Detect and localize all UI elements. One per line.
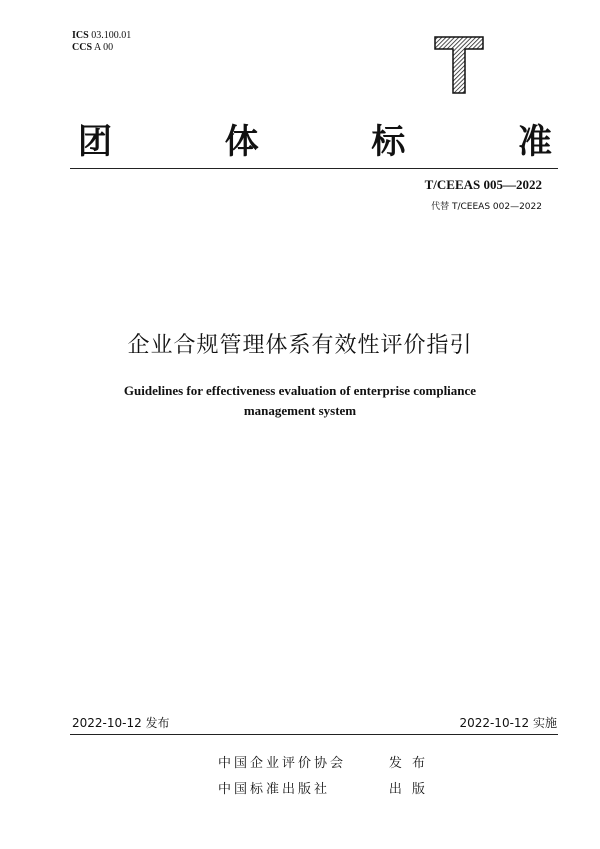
group-standard-heading — [75, 116, 555, 160]
title-english — [60, 381, 540, 421]
publisher-role: 出 版 — [388, 782, 428, 797]
heading-char-1: 团 — [78, 121, 112, 162]
publisher-role: 发 布 — [388, 756, 428, 771]
ccs-label: CCS — [72, 42, 93, 53]
ics-code — [72, 30, 131, 42]
heading-char-2: 体 — [224, 121, 259, 162]
ics-label: ICS — [72, 30, 89, 41]
title-english-line-1: Guidelines for effectiveness evaluation of enterprise compliance — [123, 383, 477, 398]
footer-divider — [70, 734, 558, 735]
t-standard-logo-icon — [434, 36, 484, 94]
heading-char-4: 准 — [517, 121, 552, 162]
ics-value: 03.100.01 — [91, 30, 132, 41]
title-chinese: 企业合规管理体系有效性评价指引 — [127, 333, 473, 358]
classification-codes — [72, 30, 131, 54]
header-divider — [70, 168, 558, 169]
ccs-value: A 00 — [93, 42, 114, 53]
heading-char-3: 标 — [371, 121, 406, 162]
publisher-row — [218, 752, 428, 771]
standard-number: T/CEEAS 005—2022 — [424, 177, 542, 192]
publisher-name: 中国企业评价协会 — [218, 756, 347, 771]
publisher-row — [218, 778, 428, 797]
ccs-code — [72, 42, 131, 54]
implementation-date: 2022-10-12 实施 — [459, 716, 557, 730]
publisher-name: 中国标准出版社 — [218, 782, 331, 797]
title-english-line-2: management system — [243, 403, 357, 418]
release-date: 2022-10-12 发布 — [72, 716, 170, 730]
replaces-standard: 代替 T/CEEAS 002—2022 — [431, 202, 542, 212]
